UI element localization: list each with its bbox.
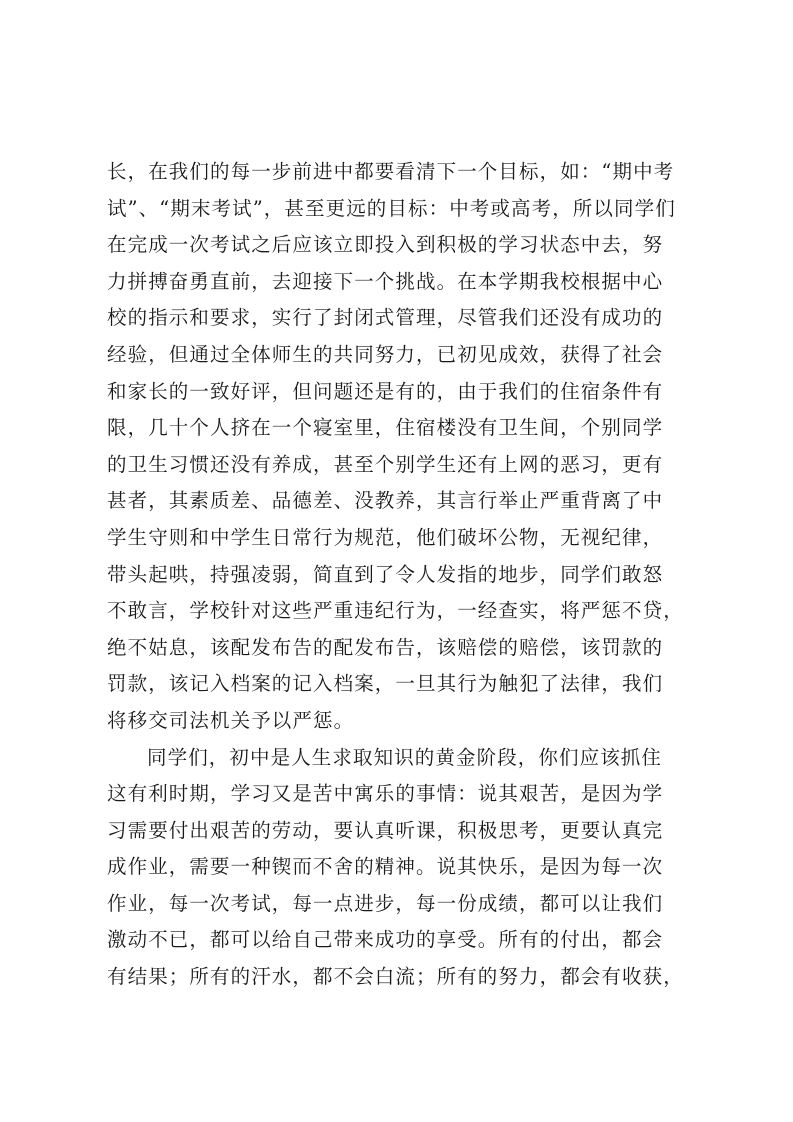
text-line: 激动不已，都可以给自己带来成功的享受。所有的付出，都会	[107, 928, 664, 952]
text-line: 在完成一次考试之后应该立即投入到积极的学习状态中去，努	[107, 233, 664, 257]
text-line: 带头起哄，持强凌弱，简直到了令人发指的地步，同学们敢怒	[107, 562, 664, 586]
text-line: 作业，每一次考试，每一点进步，每一份成绩，都可以让我们	[107, 891, 664, 915]
text-line: 限，几十个人挤在一个寝室里，住宿楼没有卫生间，个别同学	[107, 416, 664, 440]
text-line: 经验，但通过全体师生的共同努力，已初见成效，获得了社会	[107, 342, 664, 366]
text-line: 将移交司法机关予以严惩。	[107, 708, 355, 732]
text-line: 这有利时期，学习又是苦中寓乐的事情：说其艰苦，是因为学	[107, 782, 664, 806]
text-line: 习需要付出艰苦的劳动，要认真听课，积极思考，更要认真完	[107, 818, 664, 842]
text-line: 绝不姑息，该配发布告的配发布告，该赔偿的赔偿，该罚款的	[107, 635, 664, 659]
text-line: 校的指示和要求，实行了封闭式管理，尽管我们还没有成功的	[107, 306, 664, 330]
text-line: 有结果；所有的汗水，都不会白流；所有的努力，都会有收获，	[107, 965, 684, 989]
text-line: 甚者，其素质差、品德差、没教养，其言行举止严重背离了中	[107, 489, 664, 513]
text-line: 的卫生习惯还没有养成，甚至个别学生还有上网的恶习，更有	[107, 452, 664, 476]
text-line: 和家长的一致好评，但问题还是有的，由于我们的住宿条件有	[107, 379, 664, 403]
text-line: 罚款，该记入档案的记入档案，一旦其行为触犯了法律，我们	[107, 672, 664, 696]
text-line: 成作业，需要一种锲而不舍的精神。说其快乐，是因为每一次	[107, 855, 664, 879]
text-line: 试”、“期末考试”，甚至更远的目标：中考或高考，所以同学们	[107, 196, 676, 220]
text-line: 力拼搏奋勇直前，去迎接下一个挑战。在本学期我校根据中心	[107, 269, 664, 293]
body-text	[107, 154, 707, 996]
text-line: 不敢言，学校针对这些严重违纪行为，一经查实，将严惩不贷，	[107, 599, 684, 623]
text-line: 学生守则和中学生日常行为规范，他们破坏公物，无视纪律，	[107, 525, 664, 549]
text-line: 长，在我们的每一步前进中都要看清下一个目标，如：“期中考	[107, 160, 675, 183]
paragraph-start-line: 同学们，初中是人生求取知识的黄金阶段，你们应该抓住	[147, 745, 663, 769]
